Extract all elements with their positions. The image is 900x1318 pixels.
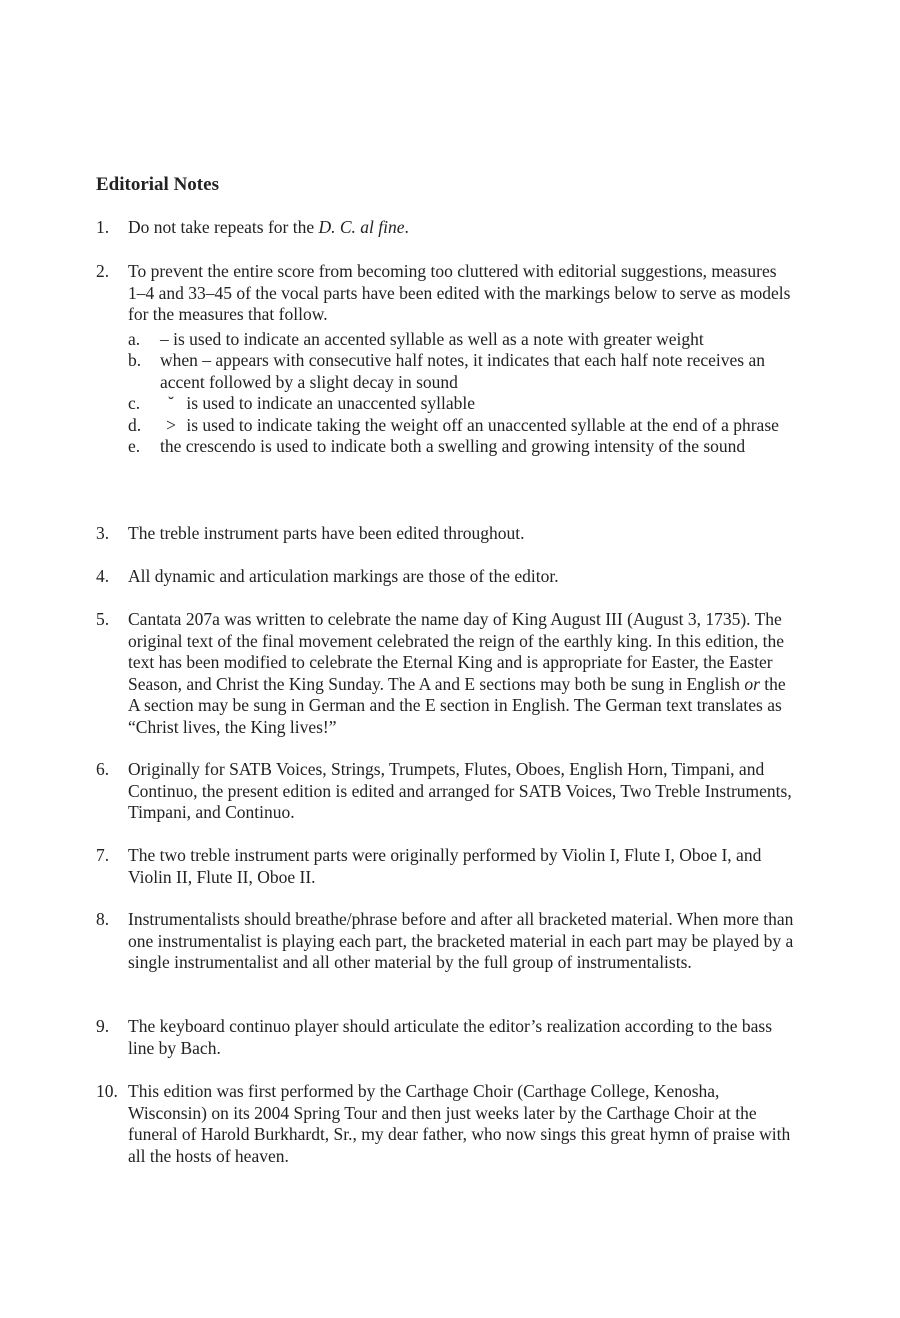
note-number: 2. [96, 261, 110, 281]
note-text: The treble instrument parts have been edited throughout. [128, 523, 525, 543]
release-symbol: > [166, 414, 176, 435]
note-number: 8. [96, 909, 110, 929]
note-emphasis: or [744, 673, 760, 694]
note-number: 9. [96, 1016, 110, 1036]
note-10 [96, 1081, 796, 1167]
note-text: To prevent the entire score from becoming too cluttered with editorial suggestions, measures 1–4 and 33–45 of the vocal parts have been edited with the markings below to serve as models for the measures that follow. [128, 261, 791, 324]
note-4 [96, 566, 796, 588]
subitem-b: b. when – appears with consecutive half notes, it indicates that each half note receives an accent followed by a slight decay in sound [128, 350, 765, 392]
subitem-a: a. – is used to indicate an accented syllable as well as a note with greater weight [128, 328, 704, 349]
note-1 [96, 217, 796, 239]
note-number: 6. [96, 759, 110, 779]
subitem-letter: c. [128, 393, 141, 413]
subitem-d: d. > is used to indicate taking the weight off an unaccented syllable at the end of a phrase [128, 414, 779, 435]
subitem-letter: e. [128, 436, 141, 456]
accent-symbol: – [202, 350, 212, 370]
note-text: Originally for SATB Voices, Strings, Trumpets, Flutes, Oboes, English Horn, Timpani, and Continuo, the present edition is edited and arranged for SATB Voices, Two Treble Instruments, Timpani, and Continuo. [128, 759, 792, 822]
note-number: 4. [96, 566, 110, 586]
subitem-c: c. ˘ is used to indicate an unaccented syllable [128, 393, 476, 413]
note-text: The keyboard continuo player should articulate the editor’s realization according to the bass line by Bach. [128, 1016, 773, 1058]
note-text: Do not take repeats for the D. C. al fine. [128, 217, 409, 237]
note-text: The two treble instrument parts were originally performed by Violin I, Flute I, Oboe I, and Violin II, Flute II, Oboe II. [128, 845, 762, 887]
accent-symbol: – [160, 328, 169, 349]
note-7 [96, 845, 796, 888]
page-title: Editorial Notes [96, 174, 219, 195]
note-text: All dynamic and articulation markings are those of the editor. [128, 566, 559, 586]
note-emphasis: D. C. al fine [318, 217, 405, 237]
note-number: 5. [96, 609, 110, 629]
note-text: Cantata 207a was written to celebrate the name day of King August III (August 3, 1735). The original text of the final movement celebrated the reign of the earthly king. In this edition, the text has been modified to celebrate the Eternal King and is appropriate for Easter, the Easter Season, and Christ the King Sunday. The A and E sections may both be sung in English or the A section may be sung in German and the E section in English. The German text translates as “Christ lives, the King lives!” [128, 609, 786, 737]
note-5 [96, 609, 796, 738]
note-9 [96, 1016, 796, 1059]
note-8 [96, 909, 796, 974]
subitem-e: e. the crescendo is used to indicate both a swelling and growing intensity of the sound [128, 436, 746, 456]
note-3 [96, 523, 796, 545]
subitem-letter: d. [128, 414, 142, 435]
subitem-letter: a. [128, 328, 141, 349]
note-text: This edition was first performed by the Carthage Choir (Carthage College, Kenosha, Wisconsin) on its 2004 Spring Tour and then just weeks later by the Carthage Choir at the funeral of Harold Burkhardt, Sr., my dear father, who now sings this great hymn of praise with all the hosts of heaven. [128, 1081, 791, 1166]
note-number: 10. [96, 1081, 118, 1101]
note-6 [96, 759, 796, 824]
note-number: 7. [96, 845, 110, 865]
note-2 [96, 261, 796, 458]
note-text: Instrumentalists should breathe/phrase before and after all bracketed material. When more than one instrumentalist is playing each part, the bracketed material in each part may be played by a single instrumentalist and all other material by the full group of instrumentalists. [128, 909, 794, 972]
subitem-letter: b. [128, 350, 142, 370]
unaccent-symbol: ˘ [168, 393, 174, 413]
note-number: 1. [96, 217, 110, 237]
note-number: 3. [96, 523, 110, 543]
